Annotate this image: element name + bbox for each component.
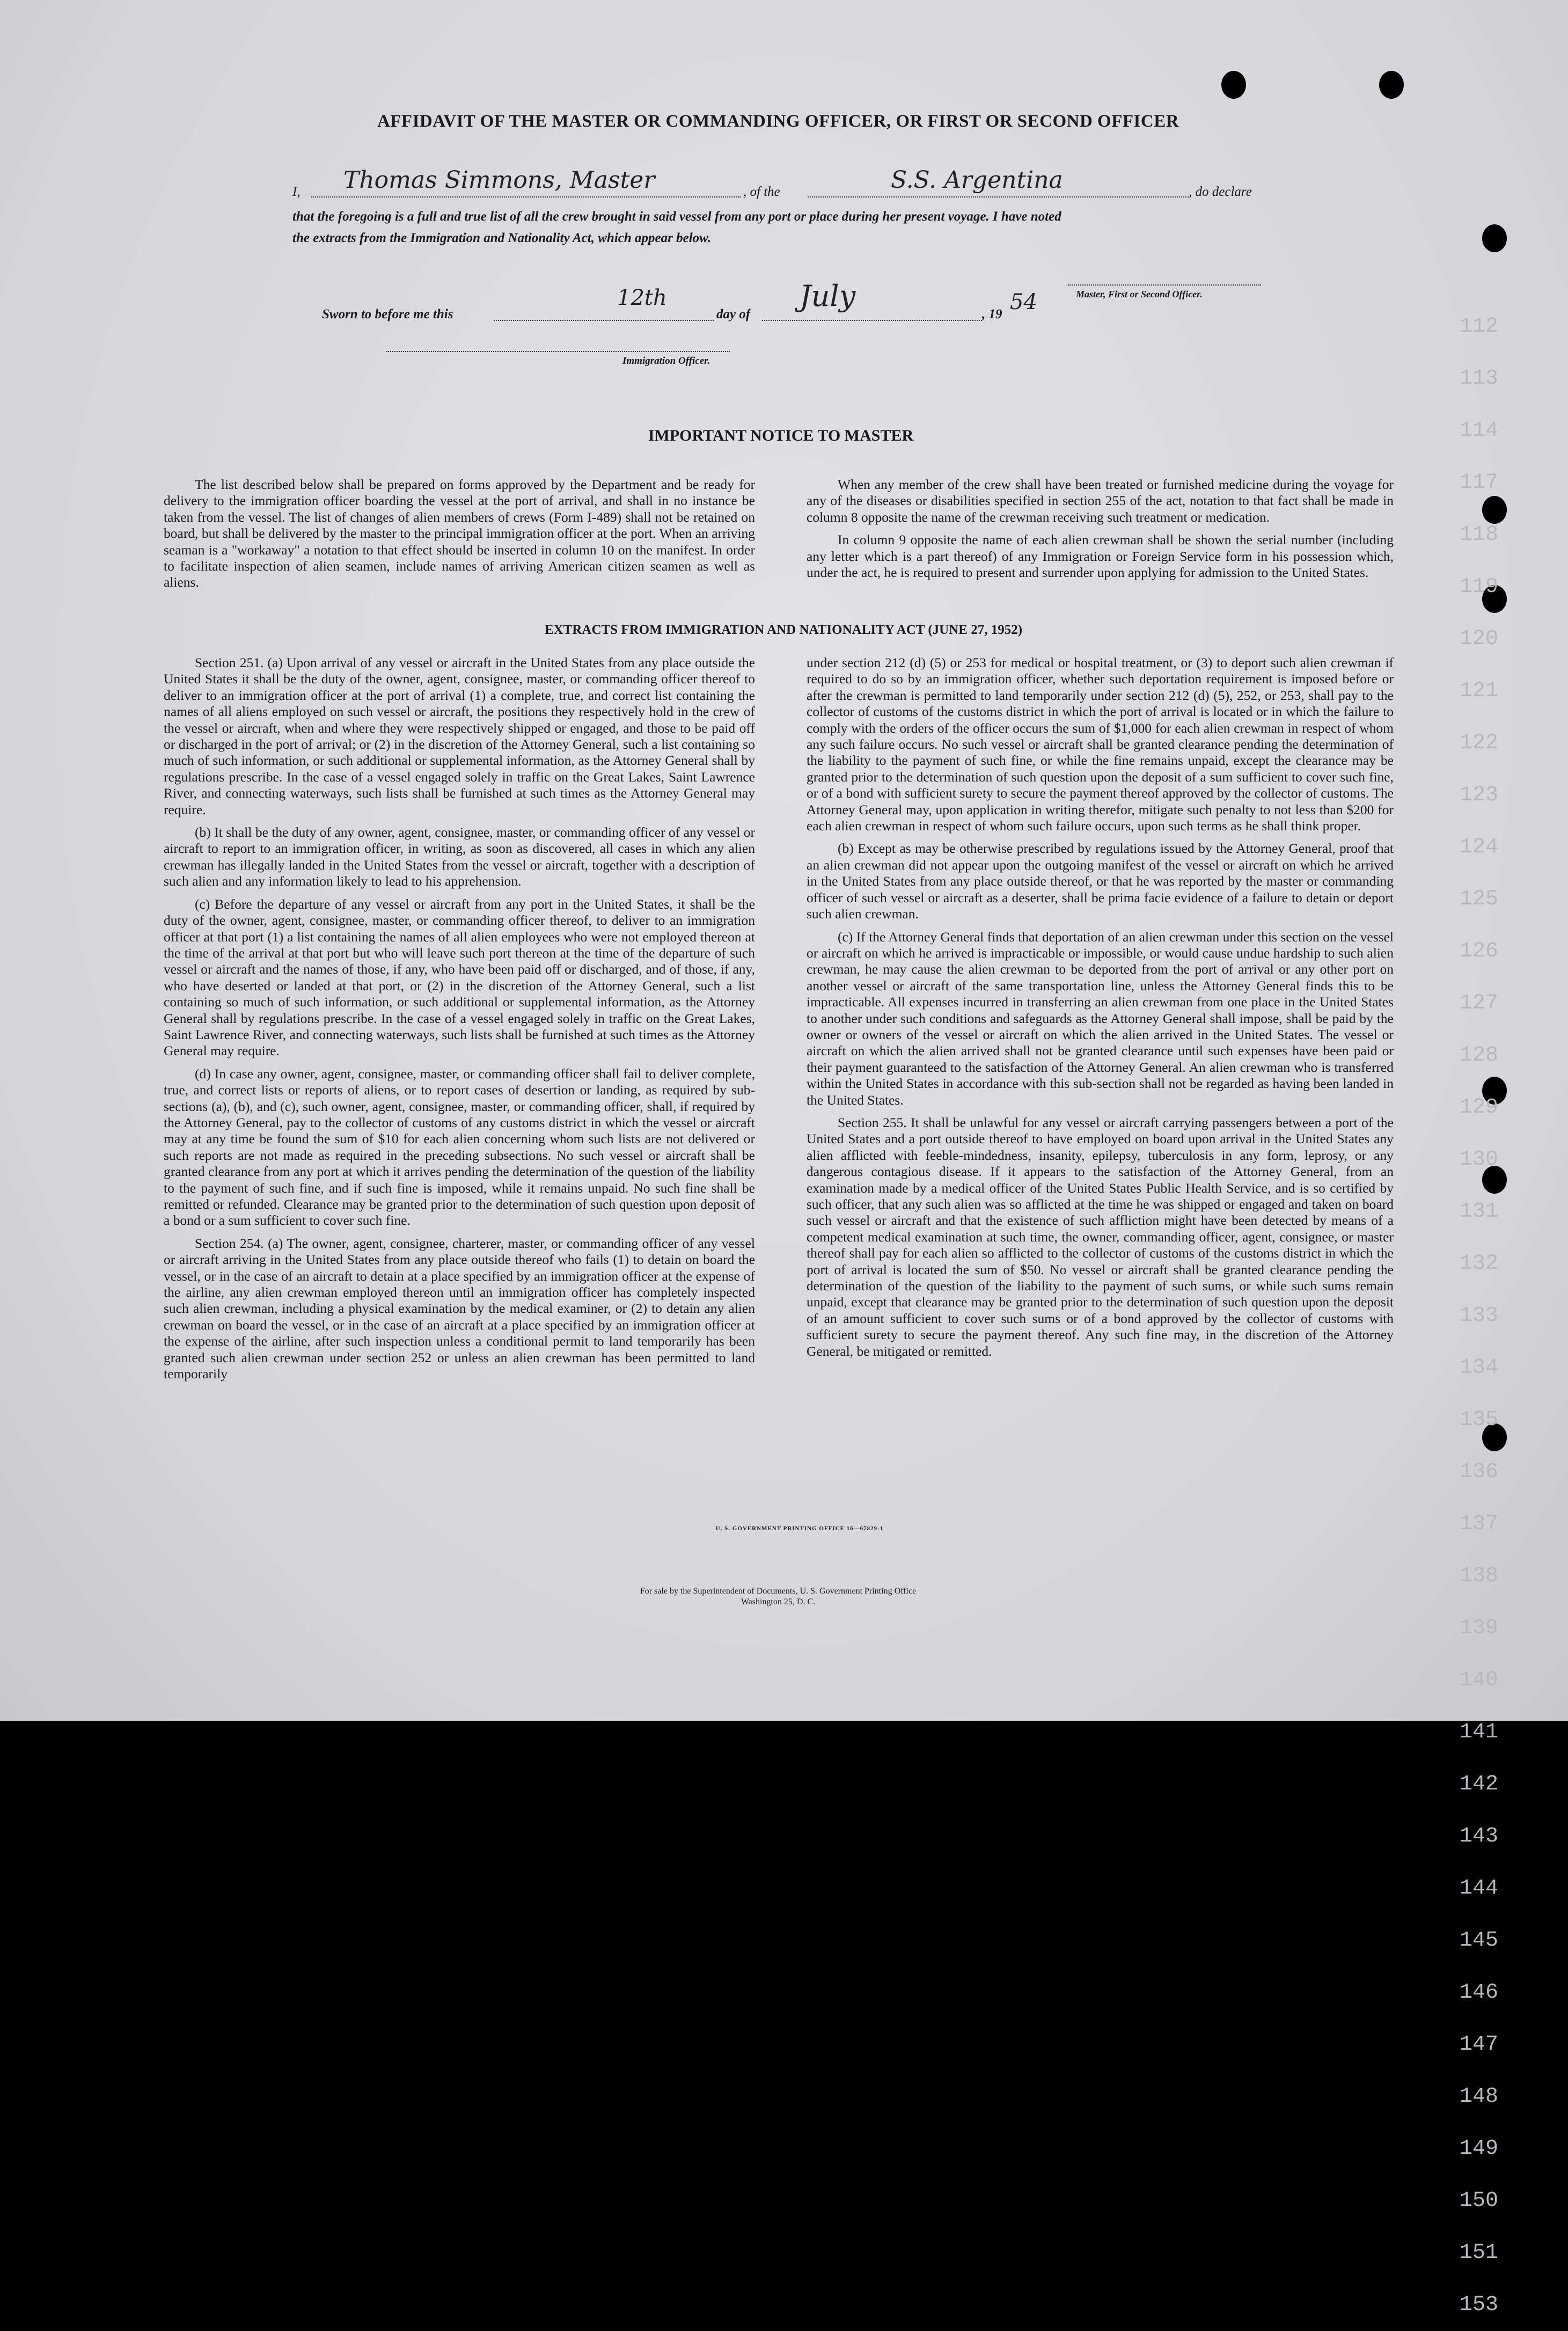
year-prefix: , 19 — [982, 307, 1002, 321]
gpo-imprint: U. S. GOVERNMENT PRINTING OFFICE 16—67829-1 — [715, 1525, 884, 1532]
notice-left-paragraph: The list described below shall be prepared on forms approved by the Department and be ready for delivery to the immigration officer boarding the vessel at the port of arrival, and shall in no instance be taken from the vessel. The list of changes of alien members of crews (Form I-489) shall not be retained on board, but shall be delivered by the master to the principal immigration officer at the port. When an arriving seaman is a "workaway" a notation to that effect should be inserted in column 10 on the manifest. In order to facilitate inspection of alien seamen, include names of arriving American citizen seamen as well as aliens. — [164, 477, 755, 590]
notice-left-column — [164, 477, 755, 591]
section-255: Section 255. It shall be unlawful for any vessel or aircraft carrying passengers between a port of the United States and a port outside thereof to have employed on board upon arrival in the United States any alien afflicted with feeble-mindedness, insanity, epilepsy, tuberculosis in any form, leprosy, or any dangerous contagious disease. If it appears to the satisfaction of the Attorney General, from an examination made by a medical officer of the United States Public Health Service, and is so certified by such officer, that any such alien was so afflicted at the time he was shipped or engaged and taken on board such vessel or aircraft and that the existence of such affliction might have been detected by means of a competent medical examination at such time, the owner, commanding officer, agent, consignee, or master thereof shall pay for each alien so afflicted to the collector of customs of the customs district in which the port of arrival is located the sum of $50. No vessel or aircraft shall be granted clearance pending the determination of the question of the liability to the payment of such sums, or while such sums remain unpaid, except that clearance may be granted prior to the determination of such question upon the deposit of an amount sufficient to cover such sums or of a bond approved by the collector of customs with sufficient surety to secure the payment thereof. Any such fine may, in the discretion of the Attorney General, be mitigated or remitted. — [807, 1114, 1394, 1359]
section-251b: (b) It shall be the duty of any owner, agent, consignee, master, or commanding officer of any vessel or aircraft to report to an immigration officer, in writing, as soon as discovered, all cases in which any alien crewman has illegally landed in the United States from the vessel or aircraft, together with a description of such alien and any information likely to lead to his apprehension. — [164, 824, 755, 889]
vessel-name-handwritten: S.S. Argentina — [891, 166, 1063, 194]
vessel-name-line — [808, 196, 1189, 198]
bleed-through-texture: 112 113 114 117 118 119 120 121 122 123 124 125 126 127 128 129 130 131 132 133 134 135 136 137 138 139 140 141 142 143 144 145 146 147 148 149 150 151 153 — [1460, 315, 1499, 2317]
sale-footer-line-1: For sale by the Superintendent of Documents, U. S. Government Printing Office — [640, 1587, 917, 1596]
extracts-title: EXTRACTS FROM IMMIGRATION AND NATIONALITY ACT (JUNE 27, 1952) — [544, 623, 1023, 637]
notice-right-paragraph-1: When any member of the crew shall have been treated or furnished medicine during the voyage for any of the diseases or disabilities specified in section 255 of the act, notation to that fact shall be made in column 8 opposite the name of the crewman receiving such treatment or medication. — [807, 477, 1394, 525]
sale-footer — [429, 1586, 1127, 1607]
section-254c: (c) If the Attorney General finds that deportation of an alien crewman under this section on the vessel or aircraft on which he arrived is impracticable or impossible, or would cause undue hardship to such alien crewman, he may cause the alien crewman to be deported from the port of arrival or any other port on another vessel or aircraft of the same transportation line, unless the Attorney General finds this to be impracticable. All expenses incurred in transferring an alien crewman from one place in the United States to another under such conditions and safeguards as the Attorney General shall impose, shall be paid by the owner or owners of the vessel or aircraft on which the alien arrived in the United States. The vessel or aircraft on which the alien arrived shall not be granted clearance until such expenses have been paid or their payment guaranteed to the satisfaction of the Attorney General. An alien crewman who is transferred within the United States in accordance with this sub-section shall not be regarded as having been landed in the United States. — [807, 929, 1394, 1108]
declaration-text-2: the extracts from the Immigration and Nationality Act, which appear below. — [292, 231, 712, 245]
section-251c: (c) Before the departure of any vessel or aircraft from any port in the United States, it shall be the duty of the owner, agent, consignee, master, or commanding officer thereof, to deliver to an immigration officer at that port (1) a list containing the names of all alien employees who were not employed thereon at the time of the arrival at that port but who will leave such port thereon at the time of the departure of such vessel or aircraft and the names of those, if any, who have been paid off or discharged, and of those, if any, who have deserted or landed at that port, or (2) in the discretion of the Attorney General, such a list containing so much of such information, or such additional or supplemental information, as the Attorney General shall by regulations prescribe. In the case of a vessel engaged solely in traffic on the Great Lakes, Saint Lawrence River, and connecting waterways, such lists shall be furnished at such times as the Attorney General may require. — [164, 896, 755, 1059]
punch-hole — [1379, 71, 1404, 99]
of-the-label: , of the — [743, 185, 780, 199]
section-254b: (b) Except as may be otherwise prescribed by regulations issued by the Attorney General, proof that an alien crewman did not appear upon the outgoing manifest of the vessel or aircraft on which he arrived in the United States from any place outside thereof, or that he was reported by the master or commanding officer of such vessel or aircraft as a deserter, shall be prima facie evidence of a failure to detain or deport such alien crewman. — [807, 841, 1394, 922]
sworn-day-line — [494, 320, 714, 321]
declaration-text-1: that the foregoing is a full and true list of all the crew brought in said vessel from any port or place during her present voyage. I have noted — [292, 209, 1061, 224]
sale-footer-line-2: Washington 25, D. C. — [741, 1597, 816, 1606]
master-name-line — [311, 196, 741, 198]
section-254a: Section 254. (a) The owner, agent, consignee, charterer, master, or commanding officer of any vessel or aircraft arriving in the United States from any place outside thereof who fails (1) to detain on board the vessel, or in the case of an aircraft to detain at a place specified by an immigration officer at the expense of the airline, any alien crewman employed thereon until an immigration officer has completely inspected such alien crewman, including a physical examination by the medical examiner, or (2) to detain any alien crewman on board the vessel, or in the case of an aircraft at a place specified by an immigration officer at the expense of the airline, after such inspection unless a conditional permit to land temporarily has been granted such alien crewman under section 252 or unless an alien crewman has been permitted to land temporarily — [164, 1235, 755, 1382]
punch-hole — [1482, 224, 1507, 252]
master-name-signature: Thomas Simmons, Master — [343, 166, 655, 194]
sworn-month-handwritten: July — [800, 279, 856, 313]
master-signature-line — [1068, 284, 1261, 286]
sworn-month-line — [762, 320, 982, 321]
affidavit-title: AFFIDAVIT OF THE MASTER OR COMMANDING OFFICER, OR FIRST OR SECOND OFFICER — [377, 112, 1179, 131]
section-251a: Section 251. (a) Upon arrival of any vessel or aircraft in the United States from any place outside the United States it shall be the duty of the owner, agent, consignee, master, or commanding officer thereof to deliver to an immigration officer at the port of arrival (1) a complete, true, and correct list containing the names of all aliens employed on such vessel or aircraft, the positions they respectively hold in the crew of the vessel or aircraft, when and where they were respectively shipped or engaged, and those to be paid off or discharged in the port of arrival; or (2) in the discretion of the Attorney General, such a list containing so much of such information, or such additional or supplemental information, as the Attorney General shall by regulations prescribe. In the case of a vessel engaged solely in traffic on the Great Lakes, Saint Lawrence River, and connecting waterways, such lists shall be furnished at such times as the Attorney General may require. — [164, 655, 755, 817]
notice-right-paragraph-2: In column 9 opposite the name of each alien crewman shall be shown the serial number (including any letter which is a part thereof) of any Immigration or Foreign Service form in his possession which, under the act, he is required to present and surrender upon applying for admission to the United States. — [807, 532, 1394, 581]
sworn-day-handwritten: 12th — [617, 286, 667, 310]
extracts-right-column — [807, 655, 1394, 1360]
section-254a-continued: under section 212 (d) (5) or 253 for medical or hospital treatment, or (3) to deport such alien crewman if required to do so by an immigration officer, whether such deportation requirement is imposed before or after the crewman is permitted to land temporarily under section 212 (d) (5), 252, or 253, shall pay to the collector of customs of the customs district in which the port of arrival is located or in which the failure to comply with the orders of the officer occurs the sum of $1,000 for each alien crewman in respect of whom any such failure occurs. No such vessel or aircraft shall be granted clearance pending the determination of the liability to the payment of such fine, or while the fine remains unpaid, except the clearance may be granted prior to the determination of such question upon the deposit of a sum sufficient to cover such fine, or of a bond with sufficient surety to secure the payment thereof approved by the collector of customs. The Attorney General may, upon application in writing therefor, mitigate such penalty to not less than $200 for each alien crewman in respect of whom such failure occurs, upon such terms as he shall think proper. — [807, 655, 1394, 834]
master-label: Master, First or Second Officer. — [1076, 289, 1203, 299]
immigration-officer-line — [386, 351, 730, 352]
sworn-label: Sworn to before me this — [322, 307, 453, 321]
section-251d: (d) In case any owner, agent, consignee, master, or commanding officer shall fail to deliver complete, true, and correct lists or reports of aliens, or to report cases of desertion or landing, as required by sub-sections (a), (b), and (c), such owner, agent, consignee, master, or commanding officer, shall, if required by the Attorney General, pay to the collector of customs of any customs district in which the vessel or aircraft may at any time be found the sum of $10 for each alien concerning whom such lists are not delivered or such reports are not made as required in the preceding subsections. No such vessel or aircraft shall be granted clearance from any port at which it arrives pending the determination of the question of the liability to the payment of such fine, and if such fine is imposed, while it remains unpaid. No such fine shall be remitted or refunded. Clearance may be granted prior to the determination of such question upon deposit of a bond or a sum sufficient to cover such fine. — [164, 1065, 755, 1229]
day-of-label: day of — [716, 307, 751, 321]
extracts-left-column — [164, 655, 755, 1382]
notice-title: IMPORTANT NOTICE TO MASTER — [648, 427, 914, 444]
declare-prefix: I, — [292, 185, 301, 199]
do-declare-label: , do declare — [1189, 185, 1252, 199]
immigration-officer-label: Immigration Officer. — [622, 355, 710, 367]
notice-right-column — [807, 477, 1394, 581]
sworn-year-handwritten: 54 — [1010, 290, 1037, 315]
punch-hole — [1221, 71, 1246, 99]
